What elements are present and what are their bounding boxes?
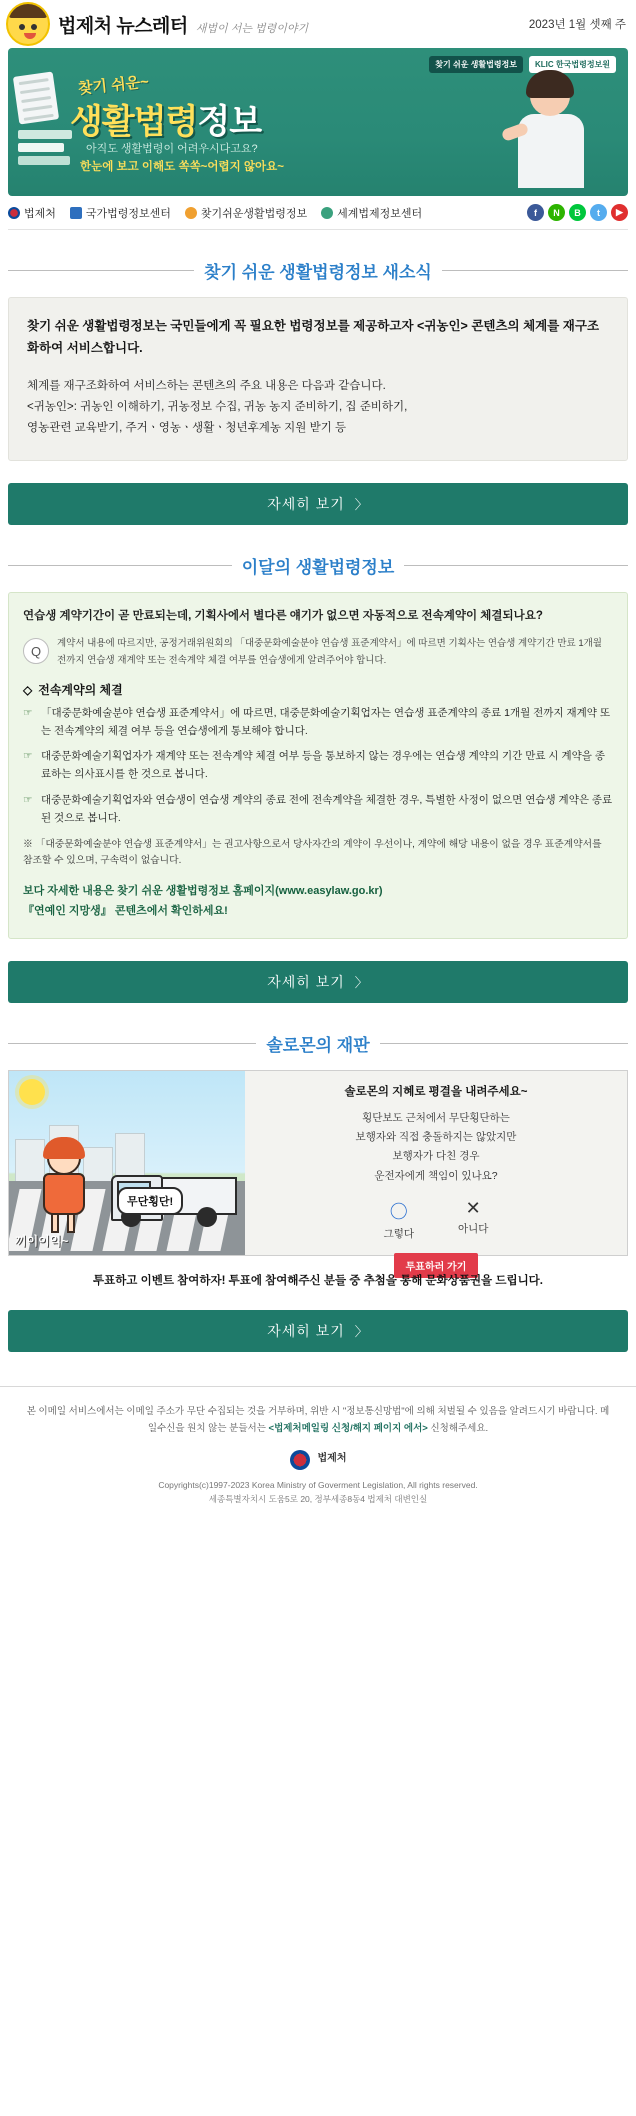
- news-section-heading: [8, 258, 628, 283]
- speech-bubble: 무단횡단!: [117, 1187, 183, 1215]
- question-balloon-icon: Q: [23, 638, 49, 664]
- cross-icon: ✕: [465, 1198, 481, 1219]
- nav-item-world-law-label: 세계법제정보센터: [337, 207, 423, 220]
- pointer-icon: ☞: [23, 707, 33, 720]
- news-body: [27, 376, 609, 440]
- korea-flag-icon: [8, 207, 20, 219]
- news-section-title: 찾기 쉬운 생활법령정보 새소식: [204, 263, 432, 282]
- hero-badges: [429, 56, 616, 73]
- chevron-right-icon: 〉: [354, 975, 369, 990]
- hero-title-tail: 정보: [197, 103, 262, 141]
- footer-logo: [26, 1450, 610, 1470]
- footer-copyright: [26, 1478, 610, 1507]
- law-section-heading: [8, 553, 628, 578]
- youtube-icon[interactable]: ▶: [611, 204, 628, 221]
- footer-notice: [26, 1403, 610, 1438]
- nav-item-world-law[interactable]: [321, 205, 422, 221]
- solomon-section-title: 솔로몬의 재판: [266, 1035, 370, 1055]
- solomon-question-line-2: 보행자와 직접 충돌하지는 않았지만: [355, 1130, 517, 1143]
- divider-right: [404, 565, 628, 566]
- diamond-icon: ◇: [23, 682, 33, 697]
- divider-left: [8, 565, 232, 566]
- law-more-button[interactable]: [8, 961, 628, 1003]
- law-bullet: [23, 791, 613, 827]
- hero-title-main: 생활법령: [70, 103, 198, 141]
- solomon-section-heading: [8, 1031, 628, 1056]
- sun-icon: [19, 1079, 45, 1105]
- nav-item-moleg[interactable]: [8, 205, 56, 221]
- footer-copyright-line-1: Copyrights(c)1997-2023 Korea Ministry of Goverment Legislation, All rights reserved.: [158, 1479, 478, 1490]
- solomon-more-label: 자세히 보기: [267, 1322, 345, 1339]
- naver-icon[interactable]: N: [548, 204, 565, 221]
- footer-notice-line-1: 본 이메일 서비스에서는 이메일 주소가 무단 수집되는 것을 거부하며, 위반 시 "정보통신망법"에 의해 처벌될 수 있음을 알려드시기 바랍니다. 메일수신을 원치 않는 분들서는: [26, 1405, 610, 1435]
- top-header: [0, 0, 636, 48]
- hero-line-1: 아직도 생활법령이 어려우시다고요?: [86, 143, 258, 155]
- law-subheading: [23, 681, 613, 698]
- hero-banner[interactable]: [8, 48, 628, 196]
- mascot-face-icon: [6, 2, 50, 46]
- search-icon: [185, 207, 197, 219]
- site-links-bar: [8, 196, 628, 230]
- brand: [58, 11, 308, 38]
- news-section: [8, 258, 628, 525]
- globe-icon: [321, 207, 333, 219]
- law-footer-line-1: 보다 자세한 내용은 찾기 쉬운 생활법령정보 홈페이지(www.easylaw.go.kr): [23, 884, 383, 897]
- solomon-illustration: [9, 1071, 245, 1255]
- chevron-right-icon: 〉: [354, 1324, 369, 1339]
- vote-option-no-label: 아니다: [458, 1223, 489, 1236]
- law-footer: [23, 882, 613, 922]
- news-box: [8, 297, 628, 461]
- issue-date: 2023년 1월 셋째 주: [528, 19, 626, 31]
- divider-right: [380, 1043, 628, 1044]
- vote-options: [255, 1198, 617, 1241]
- solomon-question: [255, 1109, 617, 1187]
- solomon-caption: 투표하고 이벤트 참여하자! 투표에 참여해주신 분들 중 추첨을 통해 문화상품권을 드립니다.: [92, 1274, 543, 1287]
- divider-left: [8, 270, 194, 271]
- hero-kicker: 찾기 쉬운~: [77, 73, 150, 98]
- solomon-question-line-1: 횡단보도 근처에서 무단횡단하는: [362, 1111, 510, 1124]
- footer-notice-line-2: 신청해주세요.: [427, 1423, 489, 1435]
- korea-flag-icon: [290, 1450, 310, 1470]
- solomon-question-line-3: 보행자가 다친 경우: [392, 1150, 480, 1163]
- pointer-icon: ☞: [23, 793, 33, 806]
- news-lead-text: 찾기 쉬운 생활법령정보는 국민들에게 꼭 필요한 법령정보를 제공하고자 <귀농인> 콘텐츠의 체계를 재구조화하여 서비스합니다.: [27, 319, 600, 355]
- solomon-panel: [8, 1070, 628, 1274]
- facebook-icon[interactable]: f: [527, 204, 544, 221]
- nav-item-law-center-label: 국가법령정보센터: [85, 207, 171, 220]
- footer-link[interactable]: <법제처메일링 신청/해지 페이지 에서>: [268, 1423, 428, 1435]
- footer-org-name: 법제처: [317, 1453, 347, 1465]
- books-illustration-icon: [18, 130, 72, 192]
- divider-right: [442, 270, 628, 271]
- news-body-line-2: <귀농인>: 귀농인 이해하기, 귀농정보 수집, 귀농 농지 준비하기, 집 준비하기,: [27, 401, 408, 414]
- hero-title: [70, 94, 261, 143]
- nav-item-easylaw[interactable]: [185, 205, 307, 221]
- hero-badge-klic: KLIC 한국법령정보원: [529, 56, 616, 73]
- vote-option-yes[interactable]: [384, 1198, 414, 1241]
- footer: [0, 1386, 636, 1529]
- social-links: [527, 204, 628, 221]
- paper-illustration-icon: [13, 71, 59, 124]
- law-answer-text: 계약서 내용에 따르지만, 공정거래위원회의 「대중문화예술분야 연습생 표준계약서」에 따르면 기획사는 연습생 계약기간 만료 1개월 전까지 연습생 재계약 또는 전속계약 체결 여부를 연습생에게 알려주어야 합니다.: [57, 638, 602, 666]
- sound-effect-text: 끼이이익~: [15, 1233, 69, 1248]
- brand-title: 법제처 뉴스레터: [58, 15, 188, 37]
- solomon-more-button[interactable]: [8, 1310, 628, 1352]
- law-bullet-text: 「대중문화예술분야 연습생 표준계약서」에 따르면, 대중문화예술기획업자는 연습생 표준계약의 종료 1개월 전까지 재계약 또는 전속계약의 체결 여부 등을 연습생에게 통보해야 합니다.: [41, 707, 610, 738]
- vote-option-yes-label: 그렇다: [383, 1228, 414, 1241]
- divider-left: [8, 1043, 256, 1044]
- law-question: 연습생 계약기간이 곧 만료되는데, 기획사에서 별다른 얘기가 없으면 자동적으로 전속계약이 체결되나요?: [23, 609, 543, 622]
- brand-subtitle: 새법이 서는 법령이야기: [195, 22, 309, 35]
- law-answer-quote: [23, 636, 613, 669]
- law-footer-line-2: 『연예인 지망생』 콘텐츠에서 확인하세요!: [23, 904, 228, 917]
- law-bullet-text: 대중문화예술기획업자와 연습생이 연습생 계약의 종료 전에 전속계약을 체결한 경우, 특별한 사정이 없으면 연습생 계약은 종료된 것으로 봅니다.: [41, 793, 613, 824]
- news-more-button[interactable]: [8, 483, 628, 525]
- hero-line-2: 한눈에 보고 이해도 쏙쏙~어렵지 않아요~: [80, 161, 284, 173]
- law-bullet-text: 대중문화예술기획업자가 재계약 또는 전속계약 체결 여부 등을 통보하지 않는 경우에는 연습생 계약의 기간 만료 시 계약을 종료하는 의사표시를 한 것으로 봅니다.: [41, 750, 605, 781]
- nav-item-moleg-label: 법제처: [24, 207, 56, 220]
- blog-icon[interactable]: B: [569, 204, 586, 221]
- go-vote-button[interactable]: 투표하러 가기: [394, 1253, 479, 1278]
- hero-badge-easylaw: 찾기 쉬운 생활법령정보: [429, 56, 523, 73]
- law-section: [8, 553, 628, 1003]
- chevron-right-icon: 〉: [354, 497, 369, 513]
- news-more-label: 자세히 보기: [267, 495, 345, 512]
- news-body-line-1: 체계를 재구조화하여 서비스하는 콘텐츠의 주요 내용은 다음과 같습니다.: [27, 379, 386, 392]
- law-box: [8, 592, 628, 939]
- pedestrian-icon: [35, 1141, 93, 1233]
- person-illustration-icon: [504, 72, 600, 196]
- solomon-question-line-4: 운전자에게 책임이 있나요?: [374, 1169, 498, 1182]
- pointer-icon: ☞: [23, 750, 33, 763]
- law-note: ※ 「대중문화예술분야 연습생 표준계약서」는 권고사항으로서 당사자간의 계약이 우선이나, 계약에 해당 내용이 없을 경우 표준계약서를 참조할 수 있으며, 구속력이 없습니다.: [23, 838, 602, 867]
- law-bullet: [23, 747, 613, 783]
- news-body-line-3: 영농관련 교육받기, 주거ㆍ영농ㆍ생활ㆍ청년후계농 지원 받기 등: [27, 422, 347, 435]
- law-more-label: 자세히 보기: [267, 973, 345, 990]
- nav-item-easylaw-label: 찾기쉬운생활법령정보: [200, 207, 308, 220]
- solomon-section: [8, 1031, 628, 1352]
- circle-icon: 〇: [389, 1202, 408, 1223]
- vote-option-no[interactable]: [458, 1198, 488, 1241]
- solomon-question-panel: [245, 1071, 627, 1274]
- book-icon: [70, 207, 82, 219]
- solomon-panel-title: 솔로몬의 지혜로 평결을 내려주세요~: [344, 1085, 528, 1098]
- law-bullet: [23, 704, 613, 740]
- nav-item-law-center[interactable]: [70, 205, 171, 221]
- law-subheading-label: 전속계약의 체결: [38, 683, 123, 698]
- twitter-icon[interactable]: t: [590, 204, 607, 221]
- footer-copyright-line-2: 세종특별자치시 도움5로 20, 정부세종8동4 법제처 대변인실: [208, 1494, 428, 1505]
- law-section-title: 이달의 생활법령정보: [241, 557, 395, 577]
